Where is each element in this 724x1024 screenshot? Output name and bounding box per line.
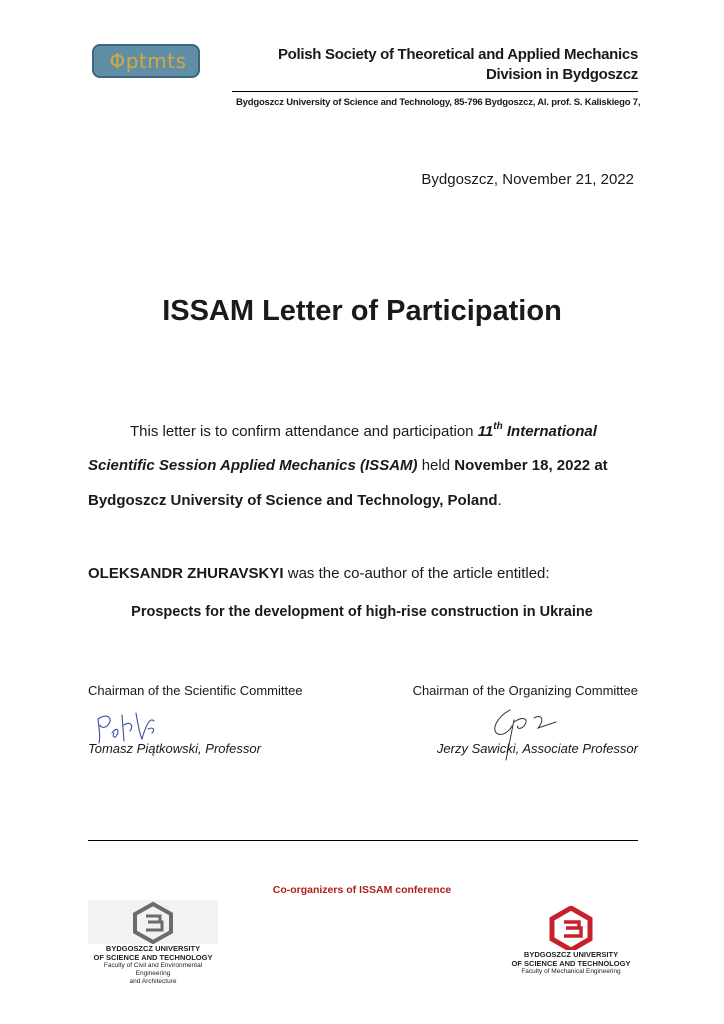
- letter-date: Bydgoszcz, November 21, 2022: [421, 171, 634, 188]
- org-address: Bydgoszcz University of Science and Technology, 85-796 Bydgoszcz, Al. prof. S. Kaliskiego 7,: [236, 97, 641, 108]
- university-emblem-icon: [88, 900, 218, 944]
- body-line-2: Scientific Session Applied Mechanics (ISSAM) held November 18, 2022 at: [88, 457, 608, 474]
- footer-divider: [88, 840, 638, 841]
- ptmts-logo-text: Φptmts: [109, 49, 187, 73]
- phi-icon: Φ: [109, 49, 126, 73]
- org-division: Division in Bydgoszcz: [485, 66, 638, 83]
- university-logo-mechanical: BYDGOSZCZ UNIVERSITY OF SCIENCE AND TECHNOLOGY Faculty of Mechanical Engineering: [504, 906, 638, 976]
- org-name: Polish Society of Theoretical and Applied Mechanics: [277, 46, 638, 63]
- organizing-chair-name: Jerzy Sawicki, Associate Professor: [436, 741, 638, 756]
- article-title: Prospects for the development of high-rise construction in Ukraine: [131, 604, 593, 620]
- scientific-chair-name: Tomasz Piątkowski, Professor: [88, 741, 261, 756]
- university-logo-civil: BYDGOSZCZ UNIVERSITY OF SCIENCE AND TECHNOLOGY Faculty of Civil and Environmental Engineering and Architecture: [88, 900, 218, 986]
- coorganizers-heading: Co-organizers of ISSAM conference: [272, 884, 452, 896]
- author-name: OLEKSANDR ZHURAVSKYI: [88, 565, 284, 582]
- body-line-1: This letter is to confirm attendance and participation 11th International: [130, 421, 597, 440]
- organizing-committee-role: Chairman of the Organizing Committee: [412, 683, 638, 698]
- university-emblem-red-icon: [504, 906, 638, 950]
- body-line-3: Bydgoszcz University of Science and Technology, Poland.: [88, 492, 502, 509]
- letter-title: ISSAM Letter of Participation: [162, 295, 562, 327]
- author-statement: OLEKSANDR ZHURAVSKYI was the co-author of the article entitled:: [88, 565, 550, 582]
- scientific-committee-role: Chairman of the Scientific Committee: [88, 683, 303, 698]
- header-divider: [232, 91, 638, 92]
